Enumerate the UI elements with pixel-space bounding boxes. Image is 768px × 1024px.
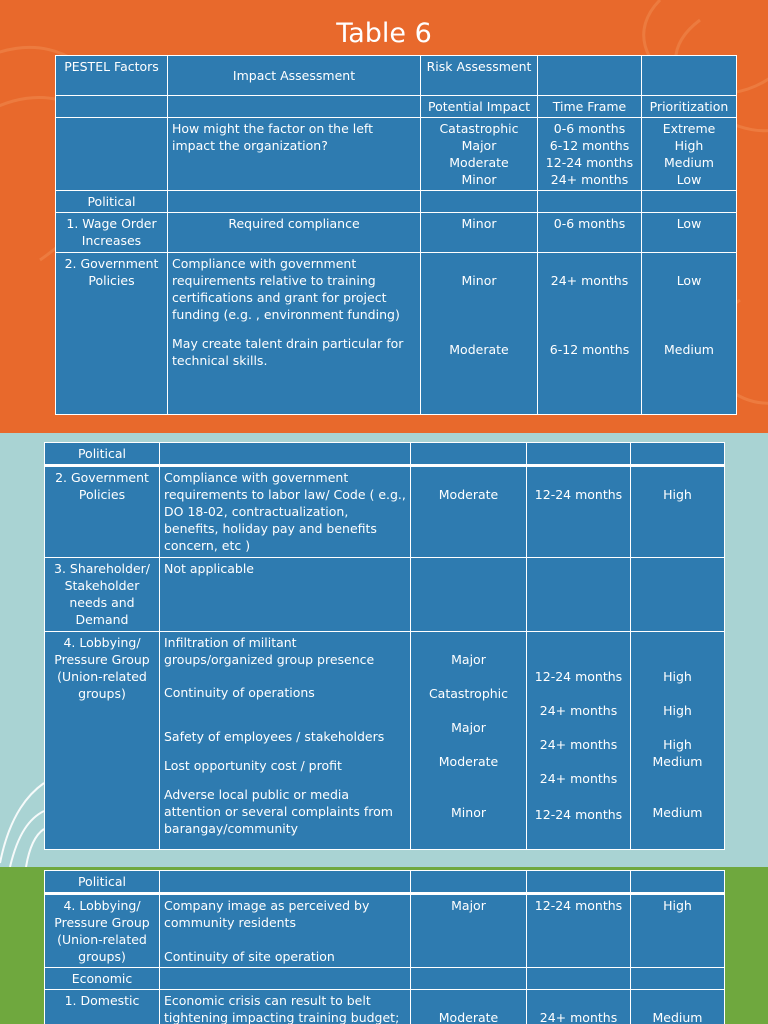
factor-label: 1. Wage Order Increases	[56, 213, 168, 253]
scale-priority-item: High	[674, 138, 704, 153]
time-frame: 0-6 months	[538, 213, 642, 253]
potential-impact-list	[421, 253, 538, 415]
scale-priority-item: Extreme	[662, 121, 716, 136]
prioritization: Medium	[652, 805, 703, 820]
table-row	[56, 253, 737, 415]
scale-potential	[421, 118, 538, 191]
factor-label: 2. Government Policies	[56, 253, 168, 415]
impact-item: Infiltration of militant groups/organized group presence	[164, 635, 375, 667]
time-frame-list	[538, 253, 642, 415]
prioritization: High	[663, 737, 692, 752]
factor-label: 1. Domestic	[45, 990, 160, 1024]
potential-impact-list	[411, 632, 527, 850]
prioritization-list	[642, 253, 737, 415]
potential-impact-value: Moderate	[438, 1010, 499, 1024]
potential-impact	[411, 990, 527, 1024]
section-row	[45, 968, 725, 990]
prioritization: Medium	[652, 754, 703, 769]
scale-timeframe-item: 24+ months	[550, 172, 629, 187]
scale-timeframe-item: 6-12 months	[549, 138, 630, 153]
time-frame-value: 24+ months	[539, 1010, 618, 1024]
scale-priority-item: Medium	[664, 155, 714, 170]
prioritization: High	[663, 669, 692, 684]
scale-potential-item: Minor	[461, 172, 497, 187]
section-row	[45, 443, 725, 466]
time-frame: 24+ months	[539, 737, 618, 752]
time-frame: 24+ months	[539, 703, 618, 718]
potential-impact: Minor	[461, 273, 497, 288]
time-frame-value: 12-24 months	[534, 487, 623, 502]
political-economic-risk-table	[44, 870, 725, 1024]
factor-label: 3. Shareholder/ Stakeholder needs and Demand	[45, 558, 160, 632]
potential-impact-value: Moderate	[438, 487, 499, 502]
impact-item: Lost opportunity cost / profit	[164, 758, 342, 773]
time-frame: 12-24 months	[527, 894, 631, 968]
prioritization	[631, 990, 725, 1024]
impact-item: Compliance with government requirements to labor law/ Code ( e.g., DO 18-02, contractualization, benefits, holiday pay and benefits concern, etc )	[160, 466, 411, 558]
impact-item: Economic crisis can result to belt tightening impacting training budget;	[160, 990, 411, 1024]
section-label: Political	[45, 443, 160, 466]
scale-timeframe	[538, 118, 642, 191]
scale-timeframe-item: 12-24 months	[545, 155, 634, 170]
potential-impact: Moderate	[438, 754, 499, 769]
prioritization: High	[663, 703, 692, 718]
table-row	[45, 466, 725, 558]
table-row	[56, 213, 737, 253]
impact-item: Safety of employees / stakeholders	[164, 729, 385, 744]
prioritization-value: High	[663, 487, 692, 502]
impact-item: May create talent drain particular for technical skills.	[172, 336, 404, 368]
potential-impact: Minor	[421, 213, 538, 253]
impact-items	[160, 632, 411, 850]
section-label: Political	[45, 871, 160, 894]
section-row	[45, 871, 725, 894]
scale-priority	[642, 118, 737, 191]
time-frame: 12-24 months	[534, 807, 623, 822]
impact-items	[160, 894, 411, 968]
factor-label: 4. Lobbying/ Pressure Group (Union-related groups)	[45, 894, 160, 968]
impact-item: Compliance with government requirements relative to training certifications and grant for project funding (e.g. , environment funding)	[172, 256, 400, 322]
section-label: Economic	[45, 968, 160, 990]
potential-impact: Minor	[451, 805, 486, 820]
header-time-frame: Time Frame	[538, 96, 642, 118]
prioritization: Medium	[664, 342, 714, 357]
potential-impact: Major	[451, 652, 486, 667]
prioritization: High	[631, 894, 725, 968]
slide-title: Table 6	[336, 18, 432, 49]
potential-impact: Major	[411, 894, 527, 968]
scale-potential-item: Catastrophic	[439, 121, 519, 136]
factor-label: 2. Government Policies	[45, 466, 160, 558]
time-frame: 12-24 months	[534, 669, 623, 684]
scale-question: How might the factor on the left impact the organization?	[168, 118, 421, 191]
potential-impact: Catastrophic	[428, 686, 509, 701]
header-prioritization: Prioritization	[642, 96, 737, 118]
time-frame: 24+ months	[550, 273, 629, 288]
time-frame	[527, 466, 631, 558]
scale-row	[56, 118, 737, 191]
time-frame-list	[527, 632, 631, 850]
time-frame	[527, 990, 631, 1024]
impact-item: Adverse local public or media attention or several complaints from barangay/community	[164, 787, 393, 836]
prioritization	[631, 466, 725, 558]
pestel-risk-table	[55, 55, 737, 415]
table-row	[45, 632, 725, 850]
time-frame: 6-12 months	[549, 342, 630, 357]
prioritization: Low	[642, 213, 737, 253]
scale-potential-item: Moderate	[449, 155, 509, 170]
prioritization-list	[631, 632, 725, 850]
impact-item: Required compliance	[168, 213, 421, 253]
slide-3	[0, 867, 768, 1024]
factor-label: 4. Lobbying/ Pressure Group (Union-related groups)	[45, 632, 160, 850]
impact-item: Company image as perceived by community residents	[164, 898, 370, 930]
header-risk-assessment: Risk Assessment	[421, 56, 538, 96]
prioritization-value: Medium	[652, 1010, 703, 1024]
time-frame: 24+ months	[539, 771, 618, 786]
impact-items	[168, 253, 421, 415]
potential-impact	[411, 466, 527, 558]
header-pestel-factors: PESTEL Factors	[56, 56, 168, 96]
political-risk-table	[44, 442, 725, 850]
impact-item: Continuity of site operation	[164, 949, 335, 964]
section-label: Political	[56, 191, 168, 213]
impact-item: Not applicable	[160, 558, 411, 632]
scale-potential-item: Major	[461, 138, 497, 153]
table-header-row	[56, 56, 737, 96]
potential-impact: Moderate	[449, 342, 509, 357]
slide-1	[0, 0, 768, 433]
scale-priority-item: Low	[676, 172, 702, 187]
table-row	[45, 558, 725, 632]
header-potential-impact: Potential Impact	[421, 96, 538, 118]
potential-impact: Major	[451, 720, 486, 735]
prioritization: Low	[676, 273, 702, 288]
table-row	[45, 894, 725, 968]
slide-2	[0, 433, 768, 867]
table-row	[45, 990, 725, 1024]
table-subheader-row	[56, 96, 737, 118]
impact-item: Continuity of operations	[164, 685, 315, 700]
header-impact-assessment: Impact Assessment	[168, 56, 421, 96]
section-row	[56, 191, 737, 213]
scale-timeframe-item: 0-6 months	[553, 121, 626, 136]
